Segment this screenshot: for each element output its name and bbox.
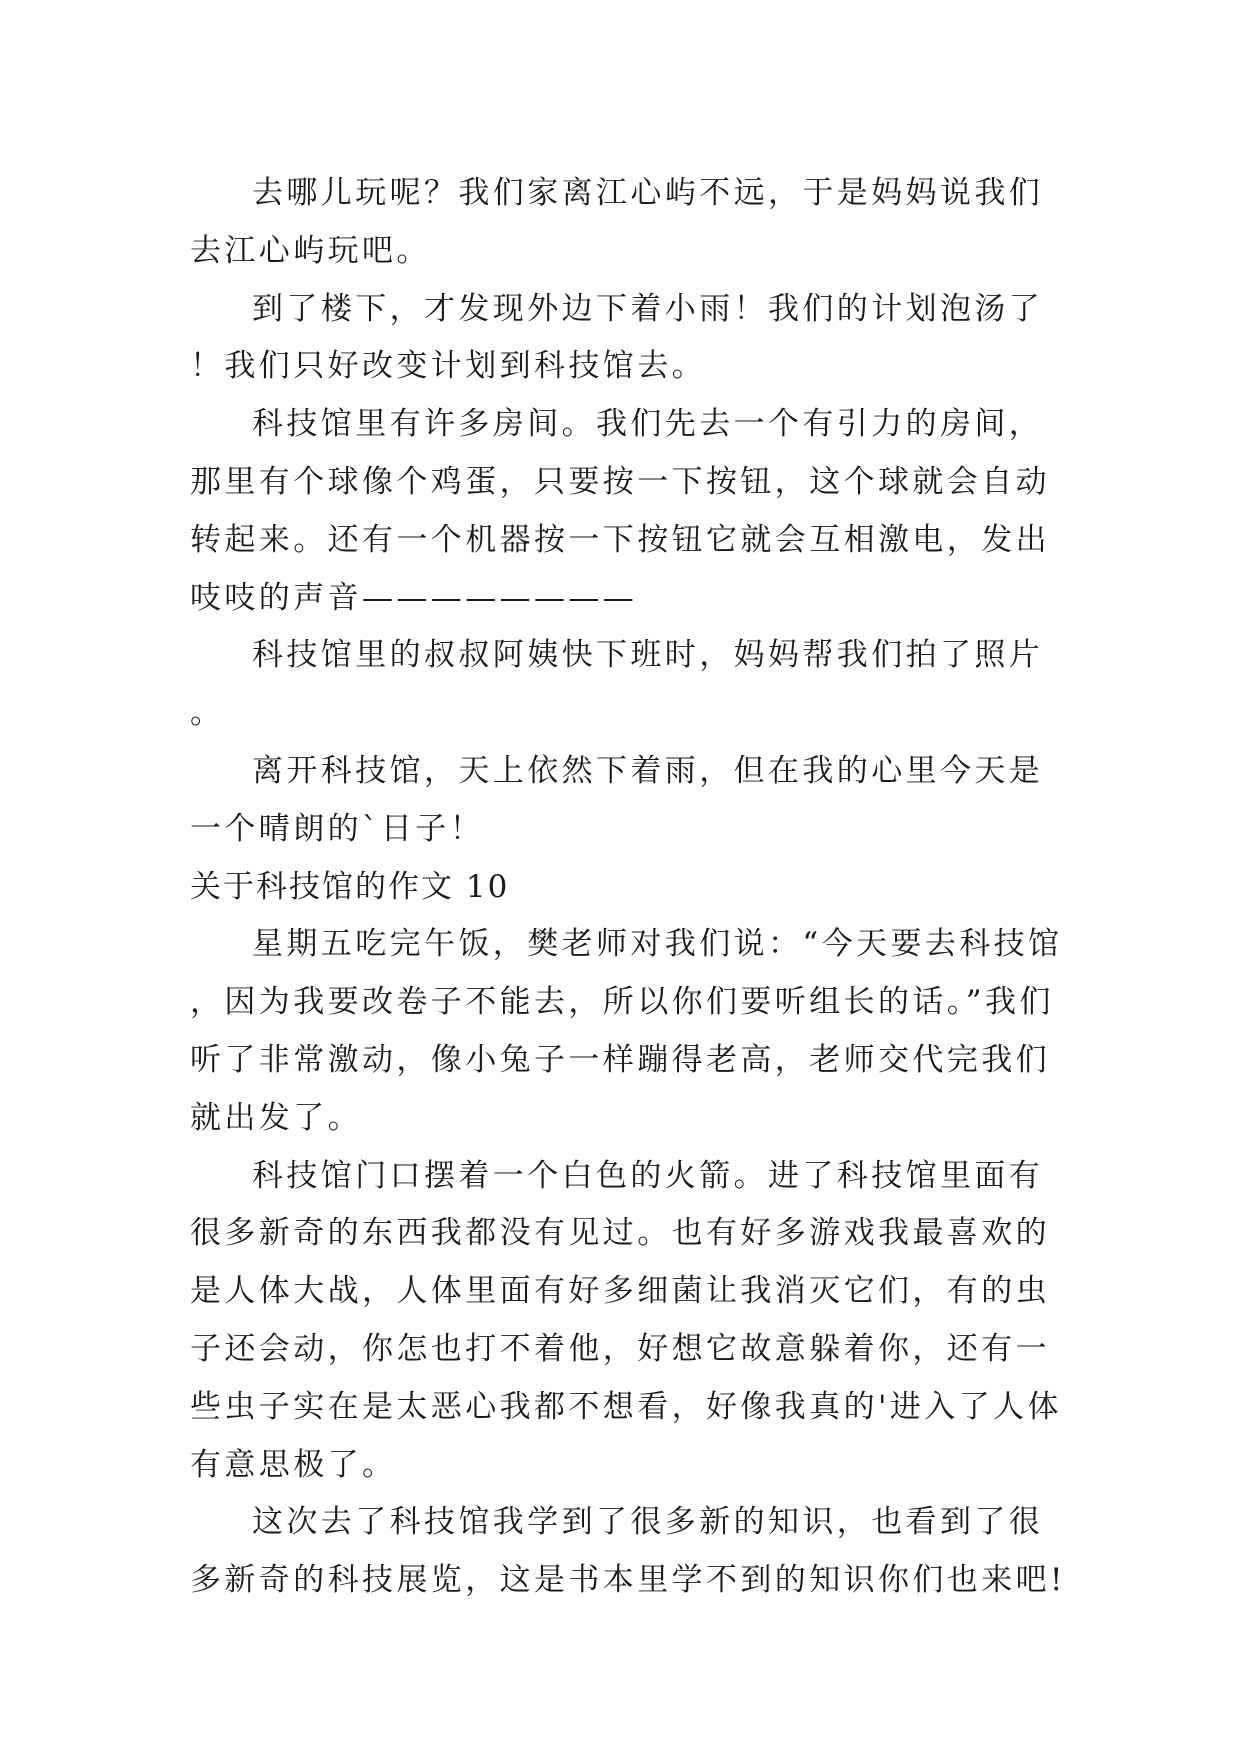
paragraph: 这次去了科技馆我学到了很多新的知识，也看到了很多新奇的科技展览，这是书本里学不到的知识你们也来吧! (190, 1504, 1066, 1599)
paragraph: 科技馆里的叔叔阿姨快下班时，妈妈帮我们拍了照片。 (190, 637, 1044, 732)
paragraph: 星期五吃完午饭，樊老师对我们说：“今天要去科技馆，因为我要改卷子不能去，所以你们要听组长的话。”我们听了非常激动，像小兔子一样蹦得老高，老师交代完我们就出发了。 (190, 926, 1063, 1136)
paragraph: 到了楼下，才发现外边下着小雨！我们的计划泡汤了！我们只好改变计划到科技馆去。 (190, 290, 1044, 385)
paragraph: 科技馆门口摆着一个白色的火箭。进了科技馆里面有很多新奇的东西我都没有见过。也有好多游戏我最喜欢的是人体大战，人体里面有好多细菌让我消灭它们，有的虫子还会动，你怎也打不着他，好想它故意躲着你，还有一些虫子实在是太恶心我都不想看，好像我真的'进入了人体有意思极了。 (190, 1157, 1062, 1483)
document-body (190, 165, 1070, 1610)
paragraph: 离开科技馆，天上依然下着雨，但在我的心里今天是一个晴朗的`日子！ (190, 752, 1044, 847)
paragraph: 去哪儿玩呢？我们家离江心屿不远，于是妈妈说我们去江心屿玩吧。 (190, 175, 1044, 269)
section-heading: 关于科技馆的作文 10 (190, 868, 510, 905)
paragraph: 科技馆里有许多房间。我们先去一个有引力的房间，那里有个球像个鸡蛋，只要按一下按钮，这个球就会自动转起来。还有一个机器按一下按钮它就会互相激电，发出吱吱的声音———————— (190, 406, 1050, 616)
